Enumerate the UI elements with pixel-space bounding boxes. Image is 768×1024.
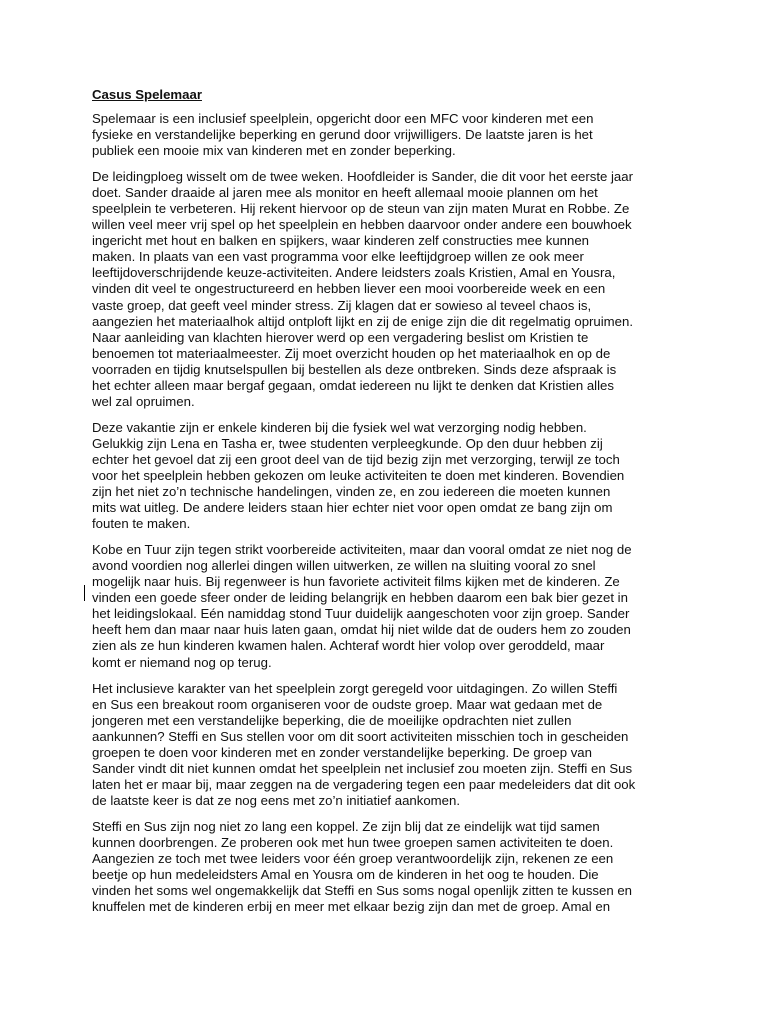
paragraph-line: mits wat uitleg. De andere leiders staan hier echter niet voor open omdat ze bang zijn om (92, 500, 613, 516)
paragraph-line: Kobe en Tuur zijn tegen strikt voorbereide activiteiten, maar dan vooral omdat ze niet nog de (92, 542, 632, 558)
paragraph-line: willen veel meer vrij spel op het speelplein en hebben daarvoor onder andere een bouwhoek (92, 217, 632, 233)
document-body[interactable] (92, 87, 692, 925)
document-title: Casus Spelemaar (92, 87, 202, 102)
paragraph-line: fouten te maken. (92, 516, 191, 532)
paragraph-line: heeft hem dan maar naar huis laten gaan, omdat hij niet wilde dat de ouders hem zo zouden (92, 622, 631, 638)
paragraph-3 (92, 420, 692, 532)
paragraph-line: kunnen doorbrengen. Ze proberen ook met hun twee groepen samen activiteiten te doen. (92, 834, 614, 850)
paragraph-line: voorraden en tijdig knutselspullen bij bestellen als deze ontbreken. Sinds deze afspraak is (92, 361, 617, 377)
paragraph-line: laten het er maar bij, maar zeggen na de vergadering tegen een paar medeleiders dat dit ook (92, 776, 636, 792)
paragraph-line: doet. Sander draaide al jaren mee als monitor en heeft allemaal mooie plannen om het (92, 185, 598, 201)
paragraph-line: en Sus een breakout room organiseren voor de oudste groep. Maar wat gedaan met de (92, 696, 603, 712)
paragraph-line: Naar aanleiding van klachten hierover werd op een vergadering beslist om Kristien te (92, 329, 589, 345)
paragraph-line: avond voordien nog allerlei dingen willen uitwerken, ze willen na sluiting vooral zo snel (92, 558, 596, 574)
paragraph-line: de laatste keer is dat ze nog eens met zo’n initiatief aankomen. (92, 792, 461, 808)
paragraph-line: zien als ze hun kinderen kwamen halen. Achteraf wordt hier volop over geroddeld, maar (92, 638, 605, 654)
paragraphs (92, 111, 692, 915)
paragraph-line: mogelijk naar huis. Bij regenweer is hun favoriete activiteit films kijken met de kinderen. Ze (92, 574, 620, 590)
paragraph-line: Gelukkig zijn Lena en Tasha er, twee studenten verpleegkunde. Op den duur hebben zij (92, 435, 603, 451)
paragraph-line: ingericht met hout en balken en spijkers, waar kinderen zelf constructies mee kunnen (92, 233, 589, 249)
paragraph-2 (92, 169, 692, 410)
paragraph-line: aankunnen? Steffi en Sus stellen voor om dit soort activiteiten misschien toch in gescheiden (92, 728, 629, 744)
paragraph-line: vinden een goede sfeer onder de leiding belangrijk en hebben daarom een bak bier gezet in (92, 590, 628, 606)
paragraph-line: echter het gevoel dat zij een groot deel van de tijd bezig zijn met verzorging, terwijl ze toch (92, 451, 620, 467)
paragraph-line: De leidingploeg wisselt om de twee weken. Hoofdleider is Sander, die dit voor het eerste jaar (92, 169, 633, 185)
paragraph-line: Steffi en Sus zijn nog niet zo lang een koppel. Ze zijn blij dat ze eindelijk wat tijd samen (92, 818, 600, 834)
paragraph-line: publiek een mooie mix van kinderen met en zonder beperking. (92, 143, 456, 159)
paragraph-line: vinden dit veel te ongestructureerd en hebben liever een mooi voorbereide week en een (92, 281, 606, 297)
paragraph-line: Sander vindt dit niet kunnen omdat het speelplein net inclusief zou moeten zijn. Steffi en Sus (92, 760, 633, 776)
paragraph-line: voor het speelplein hebben gekozen om leuke activiteiten te doen met kinderen. Bovendien (92, 467, 625, 483)
paragraph-line: Spelemaar is een inclusief speelplein, opgericht door een MFC voor kinderen met een (92, 111, 594, 126)
paragraph-line: speelplein te verbeteren. Hij rekent hiervoor op de steun van zijn maten Murat en Robbe. Ze (92, 201, 630, 217)
paragraph-1 (92, 111, 692, 159)
paragraph-6 (92, 819, 692, 915)
paragraph-line: vinden het soms wel ongemakkelijk dat Steffi en Sus soms nogal openlijk zitten te kussen en (92, 883, 633, 899)
paragraph-line: maken. In plaats van een vast programma voor elke leeftijdgroep willen ze ook meer (92, 249, 584, 265)
paragraph-line: het echter alleen maar bergaf gegaan, omdat iedereen nu lijkt te denken dat Kristien alles (92, 377, 614, 393)
paragraph-line: vaste groep, dat geeft veel minder stress. Zij klagen dat er sowieso al teveel chaos is, (92, 297, 592, 313)
paragraph-line: fysieke en verstandelijke beperking en gerund door vrijwilligers. De laatste jaren is het (92, 127, 593, 143)
paragraph-line: Deze vakantie zijn er enkele kinderen bij die fysiek wel wat verzorging nodig hebben. (92, 419, 587, 435)
paragraph-line: knuffelen met de kinderen erbij en meer met elkaar bezig zijn dan met de groep. Amal en (92, 899, 611, 915)
paragraph-line: jongeren met een verstandelijke beperking, die de moeilijke opdrachten niet zullen (92, 712, 572, 728)
paragraph-line: het leidingslokaal. Eén namiddag stond Tuur duidelijk aangeschoten voor zijn groep. Sander (92, 606, 630, 622)
paragraph-line: benoemen tot materiaalmeester. Zij moet overzicht houden op het materiaalhok en op de (92, 345, 611, 361)
paragraph-line: groepen te doen voor kinderen met en zonder verstandelijke beperking. De groep van (92, 744, 592, 760)
paragraph-line: leeftijdoverschrijdende keuze-activiteiten. Andere leidsters zoals Kristien, Amal en Yousra, (92, 265, 616, 281)
paragraph-5 (92, 681, 692, 809)
paragraph-line: zijn het niet zo’n technische handelingen, vinden ze, en zou iedereen die moeten kunnen (92, 484, 611, 500)
paragraph-line: Het inclusieve karakter van het speelplein zorgt geregeld voor uitdagingen. Zo willen Steffi (92, 680, 618, 696)
text-cursor (84, 585, 85, 601)
paragraph-4 (92, 542, 692, 670)
paragraph-line: beetje op hun medeleidsters Amal en Yousra om de kinderen in het oog te houden. Die (92, 867, 599, 883)
paragraph-line: wel zal opruimen. (92, 393, 195, 409)
paragraph-line: Aangezien ze toch met twee leiders voor één groep verantwoordelijk zijn, rekenen ze een (92, 851, 614, 867)
paragraph-line: aangezien het materiaalhok altijd ontploft lijkt en zij de enige zijn die dit regelmatig opruimen. (92, 313, 634, 329)
paragraph-line: komt er niemand nog op terug. (92, 654, 272, 670)
